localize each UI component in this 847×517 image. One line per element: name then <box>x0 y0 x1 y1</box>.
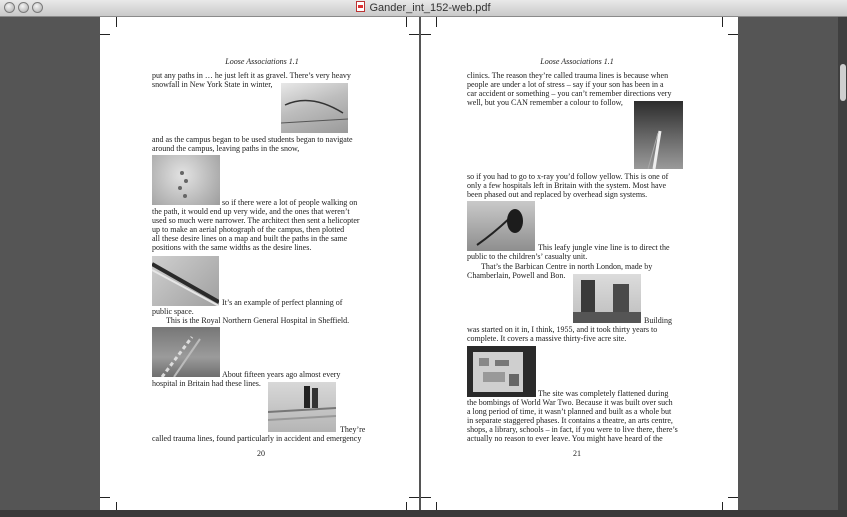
crop-mark <box>728 34 738 35</box>
body-line: called trauma lines, found particularly in accident and emergency <box>152 434 362 443</box>
page-number: 21 <box>573 449 581 458</box>
body-line: all these desire lines on a map and built the paths in the same <box>152 234 348 243</box>
crop-mark <box>722 17 723 27</box>
desire-line-path-photo <box>152 256 219 306</box>
body-line: around the campus, leaving paths in the snow, <box>152 144 300 153</box>
snow-footprints-photo <box>152 155 220 205</box>
crop-mark <box>406 17 407 27</box>
body-line: people are under a lot of stress – say if your son has been in a <box>467 80 664 89</box>
crop-mark <box>116 17 117 27</box>
body-line: This is the Royal Northern General Hospital in Sheffield. <box>166 316 350 325</box>
hospital-corridor-lines-photo <box>152 327 220 377</box>
body-line: It’s an example of perfect planning of <box>222 298 343 307</box>
window-title-text: Gander_int_152-web.pdf <box>369 2 491 14</box>
body-line: This leafy jungle vine line is to direct the <box>538 243 670 252</box>
body-line: They’re <box>340 425 366 434</box>
window-titlebar <box>0 0 847 17</box>
crop-mark <box>436 502 437 510</box>
crop-mark <box>728 497 738 498</box>
body-line: actually no reason to ever leave. You might have heard of the <box>467 434 663 443</box>
body-line: so if you had to go to x-ray you’d follow yellow. This is one of <box>467 172 669 181</box>
crop-mark <box>722 502 723 510</box>
body-line: up to make an aerial photograph of the campus, then plotted <box>152 225 345 234</box>
crop-mark <box>421 34 431 35</box>
window-bottom-edge <box>0 510 847 517</box>
body-line: been phased out and replaced by overhead sign systems. <box>467 190 648 199</box>
body-line: and as the campus began to be used students began to navigate <box>152 135 353 144</box>
body-line: well, but you CAN remember a colour to follow, <box>467 98 623 107</box>
body-line: public space. <box>152 307 194 316</box>
crop-mark <box>409 34 419 35</box>
body-line: put any paths in … he just left it as gravel. There’s very heavy <box>152 71 351 80</box>
crop-mark <box>436 17 437 27</box>
crop-mark <box>406 502 407 510</box>
jungle-vine-line-photo <box>467 201 535 251</box>
body-line: shops, a library, schools – in fact, if you were to live there, there’s <box>467 425 678 434</box>
body-line: clinics. The reason they’re called trauma lines is because when <box>467 71 669 80</box>
body-line: was started on it in, I think, 1955, and it took thirty years to <box>467 325 658 334</box>
body-line: positions with the same widths as the desire lines. <box>152 243 312 252</box>
body-line: the bombings of World War Two. Because it was built over such <box>467 398 673 407</box>
body-line: The site was completely flattened during <box>538 389 669 398</box>
crop-mark <box>421 497 431 498</box>
body-line: in separate staggered phases. It contains a theatre, an arts centre, <box>467 416 673 425</box>
running-header: Loose Associations 1.1 <box>540 57 614 66</box>
barbican-site-map-photo <box>467 346 536 397</box>
window-title <box>0 1 847 15</box>
body-line: Building <box>644 316 673 325</box>
body-line: public to the children’s’ casualty unit. <box>467 252 588 261</box>
running-header: Loose Associations 1.1 <box>225 57 299 66</box>
body-line: a long period of time, it wasn’t planned and built as a whole but <box>467 407 672 416</box>
crop-mark <box>116 502 117 510</box>
crop-mark <box>100 34 110 35</box>
body-line: complete. It covers a massive thirty-five acre site. <box>467 334 627 343</box>
barbican-towers-photo <box>573 274 641 323</box>
body-line: car accident or something – you can’t remember directions very <box>467 89 672 98</box>
snowy-campus-photo <box>281 83 348 133</box>
body-line: About fifteen years ago almost every <box>222 370 341 379</box>
feet-on-trauma-lines-photo <box>268 382 336 432</box>
body-line: That’s the Barbican Centre in north London, made by <box>481 262 653 271</box>
body-line: the path, it would end up very wide, and the ones that weren’t <box>152 207 350 216</box>
crop-mark <box>409 497 419 498</box>
page-number: 20 <box>257 449 265 458</box>
body-line: snowfall in New York State in winter, <box>152 80 273 89</box>
crop-mark <box>100 497 110 498</box>
body-line: used so much were narrower. The architect then sent a helicopter <box>152 216 360 225</box>
body-line: hospital in Britain had these lines. <box>152 379 261 388</box>
scrollbar-thumb[interactable] <box>840 64 846 101</box>
body-line: only a few hospitals left in Britain with the system. Most have <box>467 181 667 190</box>
body-line: so if there were a lot of people walking on <box>222 198 358 207</box>
body-line: Chamberlain, Powell and Bon. <box>467 271 566 280</box>
yellow-line-corridor-photo <box>634 101 683 169</box>
pdf-file-icon <box>356 1 365 12</box>
